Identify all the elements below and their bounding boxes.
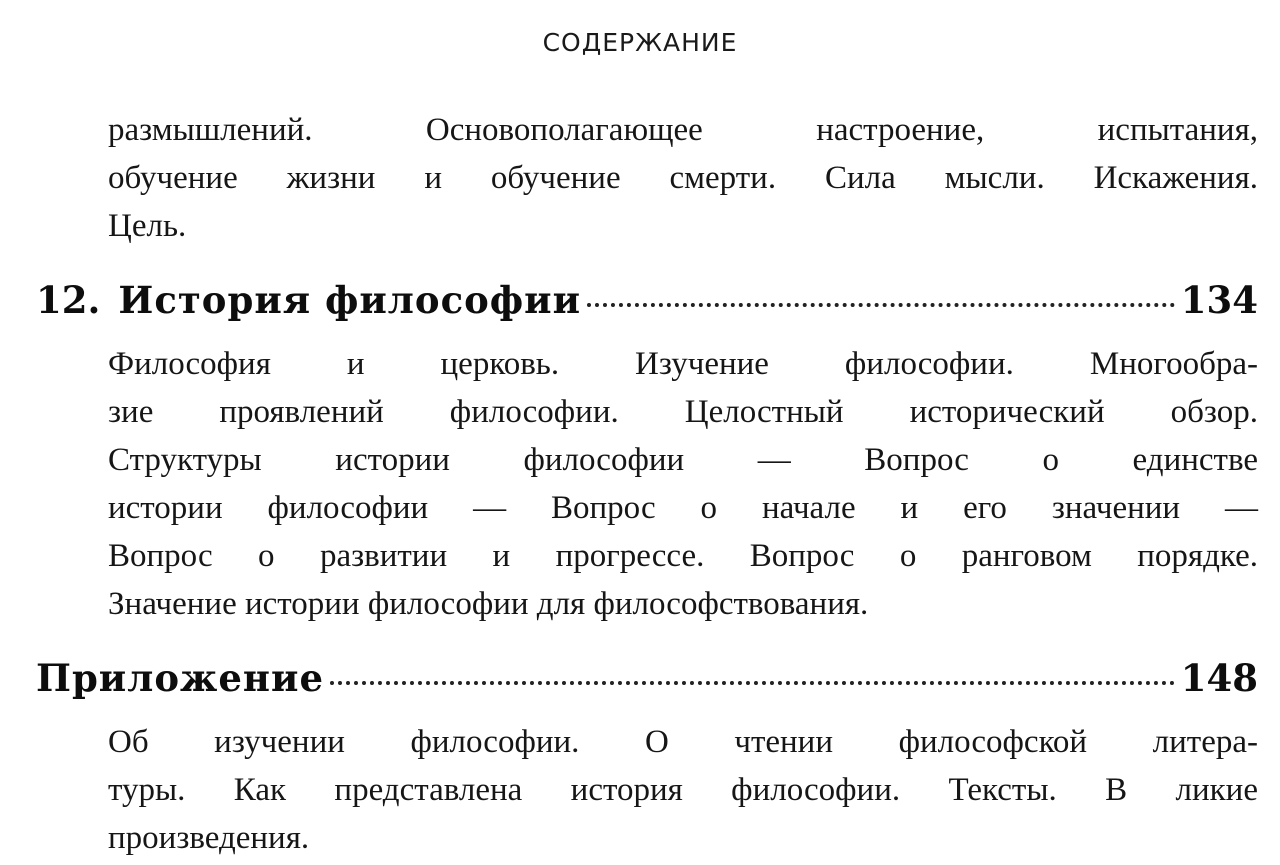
page-number: 134 bbox=[1180, 278, 1258, 322]
text-line: Цель. bbox=[108, 208, 187, 244]
text-line: истории философии — Вопрос о начале и его значении — bbox=[108, 490, 1258, 526]
text-line: Вопрос о развитии и прогрессе. Вопрос о ранговом порядке. bbox=[108, 538, 1258, 574]
page-number: 148 bbox=[1180, 656, 1258, 700]
text-line: Структуры истории философии — Вопрос о единстве bbox=[108, 442, 1258, 478]
chapter-title: История философии bbox=[118, 278, 582, 322]
appendix-title: Приложение bbox=[36, 656, 324, 700]
text-line: произведения. bbox=[108, 820, 310, 856]
chapter-number: 12. bbox=[36, 278, 101, 322]
text-line: Об изучении философии. О чтении философской литера- bbox=[108, 724, 1258, 760]
running-head: СОДЕРЖАНИЕ bbox=[542, 28, 738, 57]
text-line: Значение истории философии для философствования. bbox=[108, 586, 869, 622]
text-line: туры. Как представлена история философии. Тексты. В ликие bbox=[108, 772, 1258, 808]
toc-entry-chapter-12[interactable] bbox=[36, 276, 1258, 324]
toc-entry-appendix[interactable] bbox=[36, 654, 1258, 702]
text-line: Философия и церковь. Изучение философии. Многообра- bbox=[108, 346, 1258, 382]
appendix-summary bbox=[108, 718, 1258, 862]
dot-leader bbox=[330, 681, 1175, 685]
text-line: размышлений. Основополагающее настроение, испытания, bbox=[108, 112, 1258, 148]
text-line: зие проявлений философии. Целостный исторический обзор. bbox=[108, 394, 1258, 430]
chapter-12-summary bbox=[108, 340, 1258, 628]
text-line: обучение жизни и обучение смерти. Сила мысли. Искажения. bbox=[108, 160, 1258, 196]
dot-leader bbox=[587, 303, 1175, 307]
continued-section-text bbox=[108, 106, 1258, 250]
